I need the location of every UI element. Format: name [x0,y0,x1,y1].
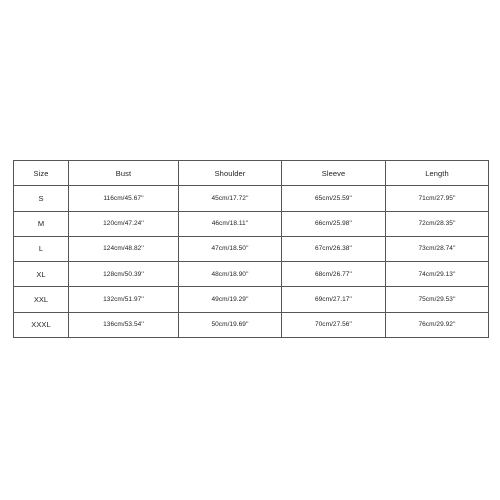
shoulder-cell: 45cm/17.72'' [179,186,282,211]
table-row [14,287,489,312]
sleeve-cell: 66cm/25.98'' [282,211,386,236]
bust-cell: 136cm/53.54'' [69,312,179,337]
size-cell: L [14,236,69,261]
bust-cell: 132cm/51.97'' [69,287,179,312]
sleeve-cell: 65cm/25.59'' [282,186,386,211]
table-row [14,236,489,261]
bust-cell: 116cm/45.67'' [69,186,179,211]
bust-cell: 128cm/50.39'' [69,262,179,287]
size-cell: S [14,186,69,211]
header-size: Size [14,161,69,186]
sleeve-cell: 68cm/26.77'' [282,262,386,287]
length-cell: 74cm/29.13'' [386,262,489,287]
table-row [14,211,489,236]
table-row [14,312,489,337]
shoulder-cell: 50cm/19.69'' [179,312,282,337]
size-cell: XXL [14,287,69,312]
size-cell: XL [14,262,69,287]
bust-cell: 120cm/47.24'' [69,211,179,236]
sleeve-cell: 70cm/27.56'' [282,312,386,337]
sleeve-cell: 67cm/26.38'' [282,236,386,261]
table-row [14,186,489,211]
length-cell: 76cm/29.92'' [386,312,489,337]
shoulder-cell: 47cm/18.50'' [179,236,282,261]
size-cell: M [14,211,69,236]
size-chart-table [13,160,489,338]
header-shoulder: Shoulder [179,161,282,186]
length-cell: 73cm/28.74'' [386,236,489,261]
length-cell: 72cm/28.35'' [386,211,489,236]
header-bust: Bust [69,161,179,186]
shoulder-cell: 49cm/19.29'' [179,287,282,312]
length-cell: 75cm/29.53'' [386,287,489,312]
table-row [14,262,489,287]
sleeve-cell: 69cm/27.17'' [282,287,386,312]
shoulder-cell: 48cm/18.90'' [179,262,282,287]
size-cell: XXXL [14,312,69,337]
header-sleeve: Sleeve [282,161,386,186]
header-length: Length [386,161,489,186]
shoulder-cell: 46cm/18.11'' [179,211,282,236]
bust-cell: 124cm/48.82'' [69,236,179,261]
header-row [14,161,489,186]
length-cell: 71cm/27.95'' [386,186,489,211]
